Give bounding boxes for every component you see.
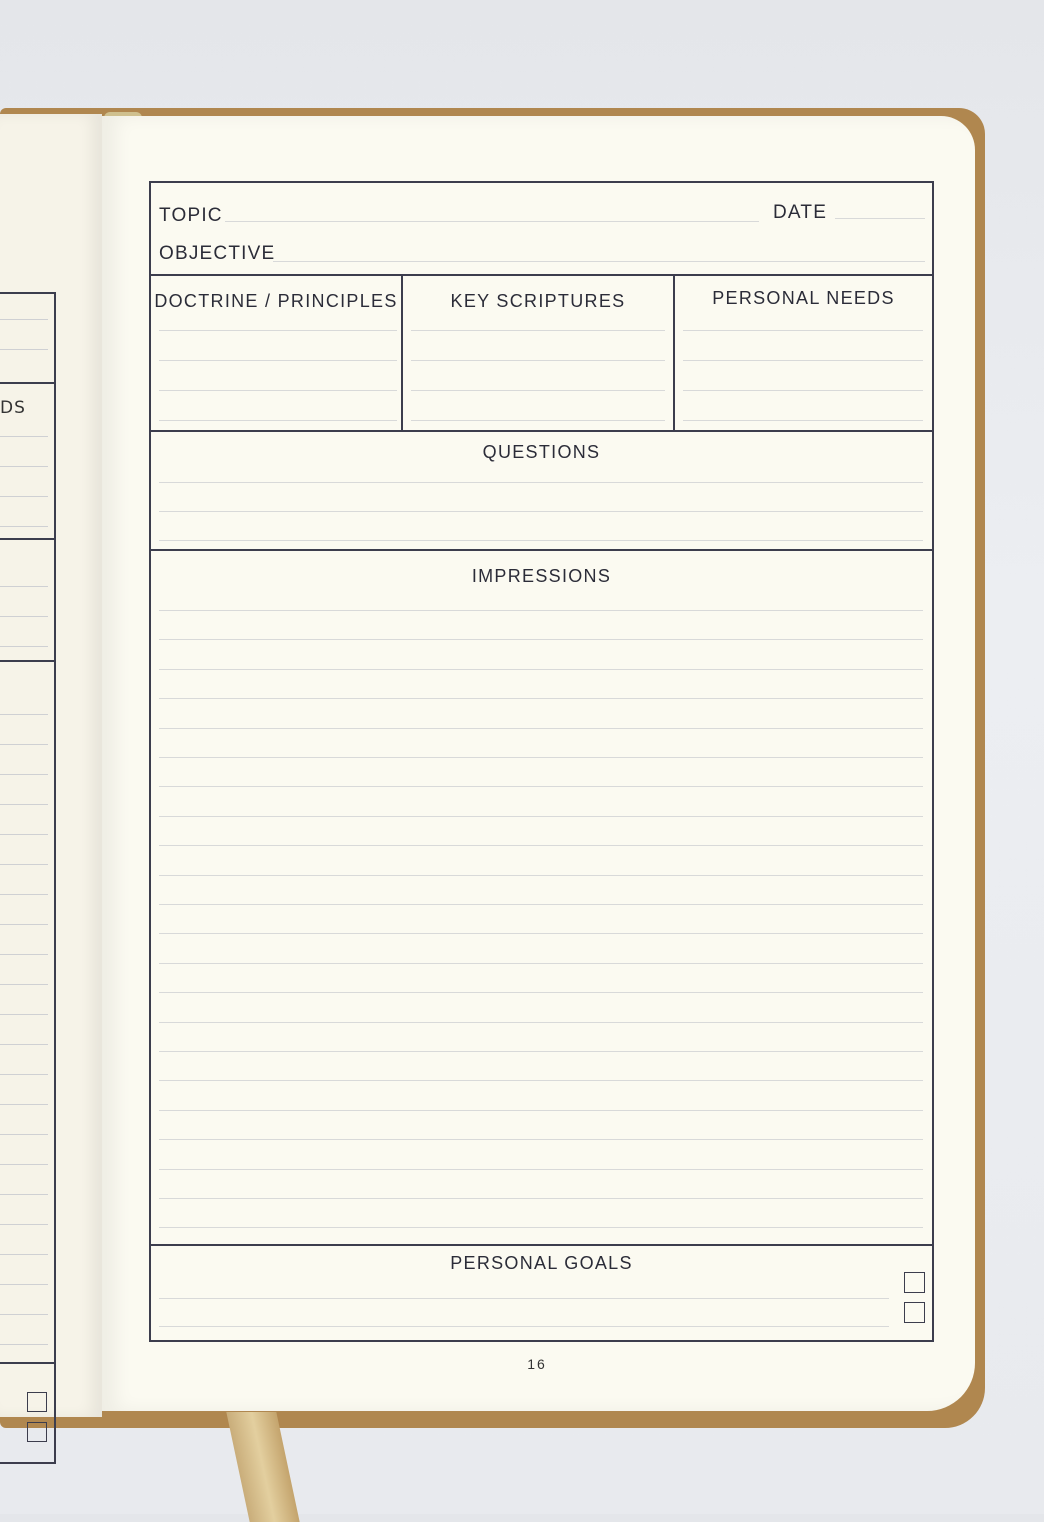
column-line[interactable] [683,420,923,421]
left-page-divider [0,660,56,662]
study-template-frame [149,181,934,1342]
column-line[interactable] [683,360,923,361]
questions-bottom-divider [151,549,932,551]
personal-needs-heading: PERSONAL NEEDS [712,288,895,308]
left-page-line [0,864,48,865]
date-label: DATE [773,202,828,223]
left-page-line [0,466,48,467]
left-page-line [0,714,48,715]
impressions-line[interactable] [159,698,923,699]
left-page-divider [0,382,56,384]
objective-label: OBJECTIVE [159,243,276,264]
left-page-line [0,496,48,497]
impressions-line[interactable] [159,1022,923,1023]
column-line[interactable] [159,330,397,331]
left-page-line [0,774,48,775]
questions-heading: QUESTIONS [482,442,601,462]
impressions-line[interactable] [159,933,923,934]
column-line[interactable] [683,330,923,331]
column-line[interactable] [159,390,397,391]
impressions-line[interactable] [159,1169,923,1170]
impressions-line[interactable] [159,963,923,964]
left-page-line [0,1284,48,1285]
impressions-line[interactable] [159,1139,923,1140]
left-page-line [0,1014,48,1015]
left-page [0,114,102,1417]
left-page-line [0,1224,48,1225]
columns-bottom-divider [151,430,932,432]
key-scriptures-heading: KEY SCRIPTURES [450,291,626,311]
personal-goals-heading: PERSONAL GOALS [450,1253,633,1273]
left-page-partial-label: DS [0,398,26,418]
page-number: 16 [527,1356,547,1372]
date-line[interactable] [835,218,925,219]
impressions-line[interactable] [159,875,923,876]
left-page-divider [0,538,56,540]
goal-checkbox-2[interactable] [904,1302,925,1323]
impressions-line[interactable] [159,992,923,993]
left-page-line [0,924,48,925]
impressions-line[interactable] [159,1080,923,1081]
left-page-line [0,1254,48,1255]
header-divider [151,274,932,276]
impressions-line[interactable] [159,786,923,787]
goal-checkbox-1[interactable] [904,1272,925,1293]
doctrine-principles-heading: DOCTRINE / PRINCIPLES [154,291,398,311]
left-page-line [0,1074,48,1075]
left-page-line [0,646,48,647]
column-line[interactable] [411,420,665,421]
impressions-line[interactable] [159,904,923,905]
goal-line[interactable] [159,1298,889,1299]
column-line[interactable] [159,420,397,421]
impressions-line[interactable] [159,1198,923,1199]
impressions-line[interactable] [159,610,923,611]
left-checkbox-2[interactable] [27,1422,47,1442]
left-page-line [0,616,48,617]
left-page-line [0,436,48,437]
ribbon-bookmark [226,1412,299,1522]
left-page-line [0,1314,48,1315]
left-page-divider [0,1362,56,1364]
impressions-line[interactable] [159,1110,923,1111]
impressions-line[interactable] [159,639,923,640]
left-page-line [0,954,48,955]
impressions-line[interactable] [159,728,923,729]
topic-label: TOPIC [159,205,223,226]
impressions-line[interactable] [159,1051,923,1052]
left-page-line [0,1134,48,1135]
left-page-line [0,834,48,835]
left-page-line [0,586,48,587]
goal-line[interactable] [159,1326,889,1327]
left-page-line [0,349,48,350]
left-page-line [0,1164,48,1165]
left-page-line [0,984,48,985]
impressions-line[interactable] [159,845,923,846]
impressions-line[interactable] [159,669,923,670]
left-checkbox-1[interactable] [27,1392,47,1412]
left-page-line [0,804,48,805]
left-page-line [0,319,48,320]
topic-line[interactable] [225,221,759,222]
column-line[interactable] [411,360,665,361]
column-line[interactable] [411,330,665,331]
column-line[interactable] [683,390,923,391]
objective-line[interactable] [273,261,925,262]
left-page-line [0,1104,48,1105]
column-line[interactable] [159,360,397,361]
left-page-line [0,526,48,527]
column-line[interactable] [411,390,665,391]
left-page-line [0,894,48,895]
left-page-frame [0,292,56,1464]
left-page-line [0,1344,48,1345]
impressions-line[interactable] [159,1227,923,1228]
impressions-bottom-divider [151,1244,932,1246]
questions-line[interactable] [159,511,923,512]
left-page-line [0,744,48,745]
questions-line[interactable] [159,482,923,483]
impressions-line[interactable] [159,757,923,758]
left-page-line [0,1044,48,1045]
left-page-line [0,1194,48,1195]
impressions-line[interactable] [159,816,923,817]
impressions-heading: IMPRESSIONS [471,566,612,586]
questions-line[interactable] [159,540,923,541]
